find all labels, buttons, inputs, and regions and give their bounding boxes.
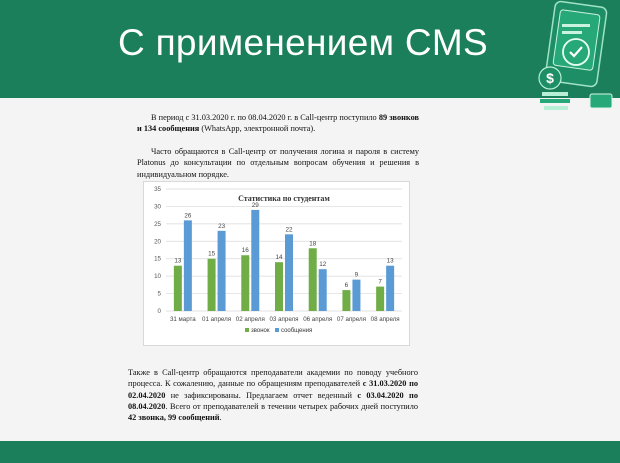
y-tick-label: 10 [154,273,161,281]
data-label: 15 [208,250,216,258]
chart-svg [144,182,409,345]
students-chart [143,181,410,346]
x-tick-label: 07 апреля [336,316,366,323]
data-label: 14 [275,254,283,262]
slide-footer [0,441,620,463]
bar-soobshcheniya [352,280,360,311]
bar-soobshcheniya [285,234,293,311]
bar-soobshcheniya [218,231,226,311]
bar-zvonok [208,259,216,311]
bar-zvonok [376,287,384,311]
bar-zvonok [174,266,182,311]
data-label: 18 [309,240,317,248]
svg-text:$: $ [546,70,554,86]
teachers-paragraph [128,367,418,423]
y-tick-label: 0 [157,308,161,315]
teachers-text-end: . [219,413,222,423]
intro-text-end: (WhatsApp, электронной почта). [199,124,316,134]
data-label: 7 [378,278,382,286]
dollar-icon [539,67,561,89]
bar-zvonok [241,255,249,311]
chart-title: Статистика по студентам [238,194,330,203]
intro-paragraph [137,112,419,135]
x-tick-label: 06 апреля [303,316,333,323]
slide-title: С применением CMS [118,22,489,63]
data-label: 13 [386,257,394,265]
data-label: 9 [354,271,359,279]
data-label: 13 [174,257,182,265]
intro-text: В период с 31.03.2020 г. по 08.04.2020 г. в Call-центр поступило [151,113,379,122]
teachers-text-2: не зафиксированы. Предлагаем отчет веденный [165,390,358,400]
data-label: 29 [251,201,259,209]
y-tick-label: 30 [154,203,161,211]
bar-soobshcheniya [251,210,259,311]
x-tick-label: 02 апреля [235,316,265,323]
legend-label: сообщения [281,328,313,334]
data-label: 6 [344,282,349,290]
data-label: 23 [218,222,226,230]
data-label: 16 [241,247,249,255]
legend-swatch [275,328,279,332]
data-label: 12 [319,261,327,269]
bar-soobshcheniya [184,220,192,311]
teachers-period-1: с 31.03.2020 по 02.04.2020 [128,379,418,400]
legend-swatch [245,328,249,332]
y-tick-label: 35 [154,186,161,193]
legend-label: звонок [251,328,270,334]
x-tick-label: 08 апреля [370,316,400,323]
y-tick-label: 15 [154,255,161,263]
data-label: 26 [184,212,192,220]
y-tick-label: 25 [154,220,161,228]
data-label: 22 [285,226,293,234]
bar-zvonok [309,248,317,311]
bar-soobshcheniya [319,269,327,311]
teachers-totals: 42 звонка, 99 сообщений [128,413,220,423]
y-tick-label: 20 [154,238,161,246]
platonus-paragraph: Часто обращаются в Call-центр от получения логина и пароля в систему Platonus до консультации по отдельным вопросам обучения и решения в индивидуальном порядке. [137,147,419,179]
x-tick-label: 01 апреля [202,316,232,323]
y-tick-label: 5 [157,290,161,298]
x-tick-label: 31 марта [169,316,196,323]
teachers-text-3: . Всего от преподавателей в течении четырех рабочих дней поступило [165,401,418,411]
bar-soobshcheniya [386,266,394,311]
intro-bold-count: 89 звонков и 134 сообщения [137,113,419,134]
teachers-text: Также в Call-центр обращаются преподаватели академии по поводу учебного процесса. К сожалению, данные по обращениям преподавателей [128,368,418,389]
bar-zvonok [342,290,350,311]
teachers-period-2: с 03.04.2020 по 08.04.2020 [128,390,418,411]
x-tick-label: 03 апреля [269,316,299,323]
bar-zvonok [275,262,283,311]
approved-money-illustration [532,0,620,120]
